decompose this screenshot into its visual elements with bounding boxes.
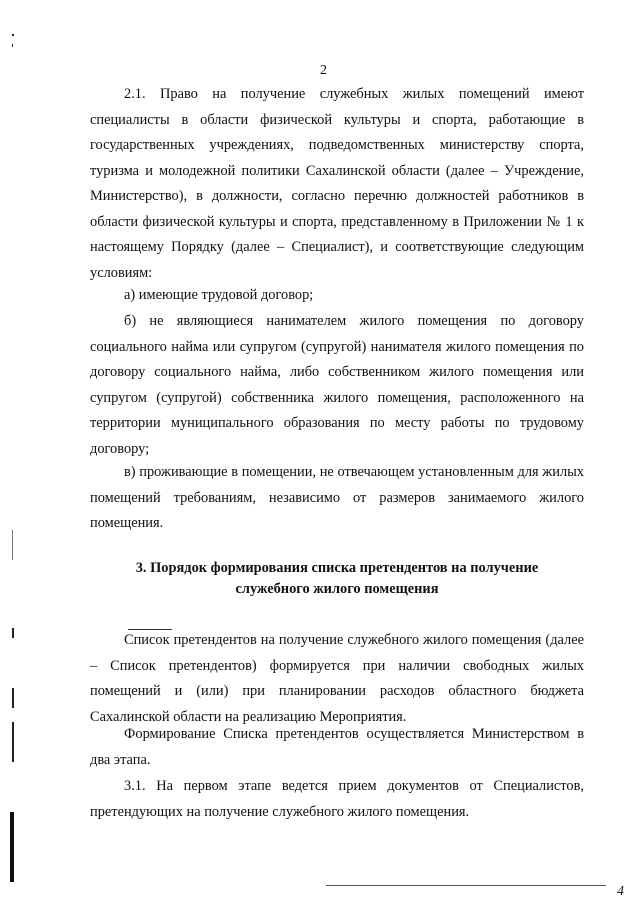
margin-mark xyxy=(12,628,14,638)
paragraph-3-1: 3.1. На первом этапе ведется прием документов от Специалистов, претендующих на получение служебного жилого помещения. xyxy=(90,778,584,820)
margin-dot xyxy=(12,34,14,36)
section-3-heading-line1: 3. Порядок формирования списка претендентов на получение xyxy=(135,560,539,576)
page-number: 2 xyxy=(320,63,327,78)
margin-mark xyxy=(12,722,14,762)
margin-mark xyxy=(12,688,14,708)
corner-mark: 4 xyxy=(617,884,624,899)
paragraph-2-1: 2.1. Право на получение служебных жилых помещений имеют специалисты в области физической культуры и спорта, работающие в государственных учреждениях, подведомственных министерству спорта, туризма и молодежной политики Сахалинской области (далее – Учреждение, Министерство), в должности, согласно перечню должностей работников в области физической культуры и спорта, представленному в Приложении № 1 к настоящему Порядку (далее – Специалист), и соответствующие следующим условиям: xyxy=(90,86,584,281)
margin-mark xyxy=(12,530,13,560)
formation-paragraph: Формирование Списка претендентов осуществляется Министерством в два этапа. xyxy=(90,726,584,768)
margin-binding-mark xyxy=(10,812,14,882)
section-3-heading xyxy=(90,558,584,600)
condition-a: а) имеющие трудовой договор; xyxy=(124,287,314,303)
section-3-heading-line2: служебного жилого помещения xyxy=(235,581,439,597)
bottom-scan-line xyxy=(326,885,606,886)
condition-v: в) проживающие в помещении, не отвечающем установленным для жилых помещений требованиям, независимо от размеров занимаемого жилого помещения. xyxy=(90,464,584,531)
applicants-list-paragraph: Список претендентов на получение служебного жилого помещения (далее – Список претендентов) формируется при наличии свободных жилых помещений и (или) при планировании расходов областного бюджета Сахалинской области на реализацию Мероприятия. xyxy=(90,632,584,725)
condition-b: б) не являющиеся нанимателем жилого помещения по договору социального найма или супругом (супругой) нанимателя жилого помещения по договору социального найма, либо собственником жилого помещения или супругом (супругой) собственника жилого помещения, расположенного на территории муниципального образования по месту работы по трудовому договору; xyxy=(90,313,584,457)
margin-dot xyxy=(12,44,13,47)
